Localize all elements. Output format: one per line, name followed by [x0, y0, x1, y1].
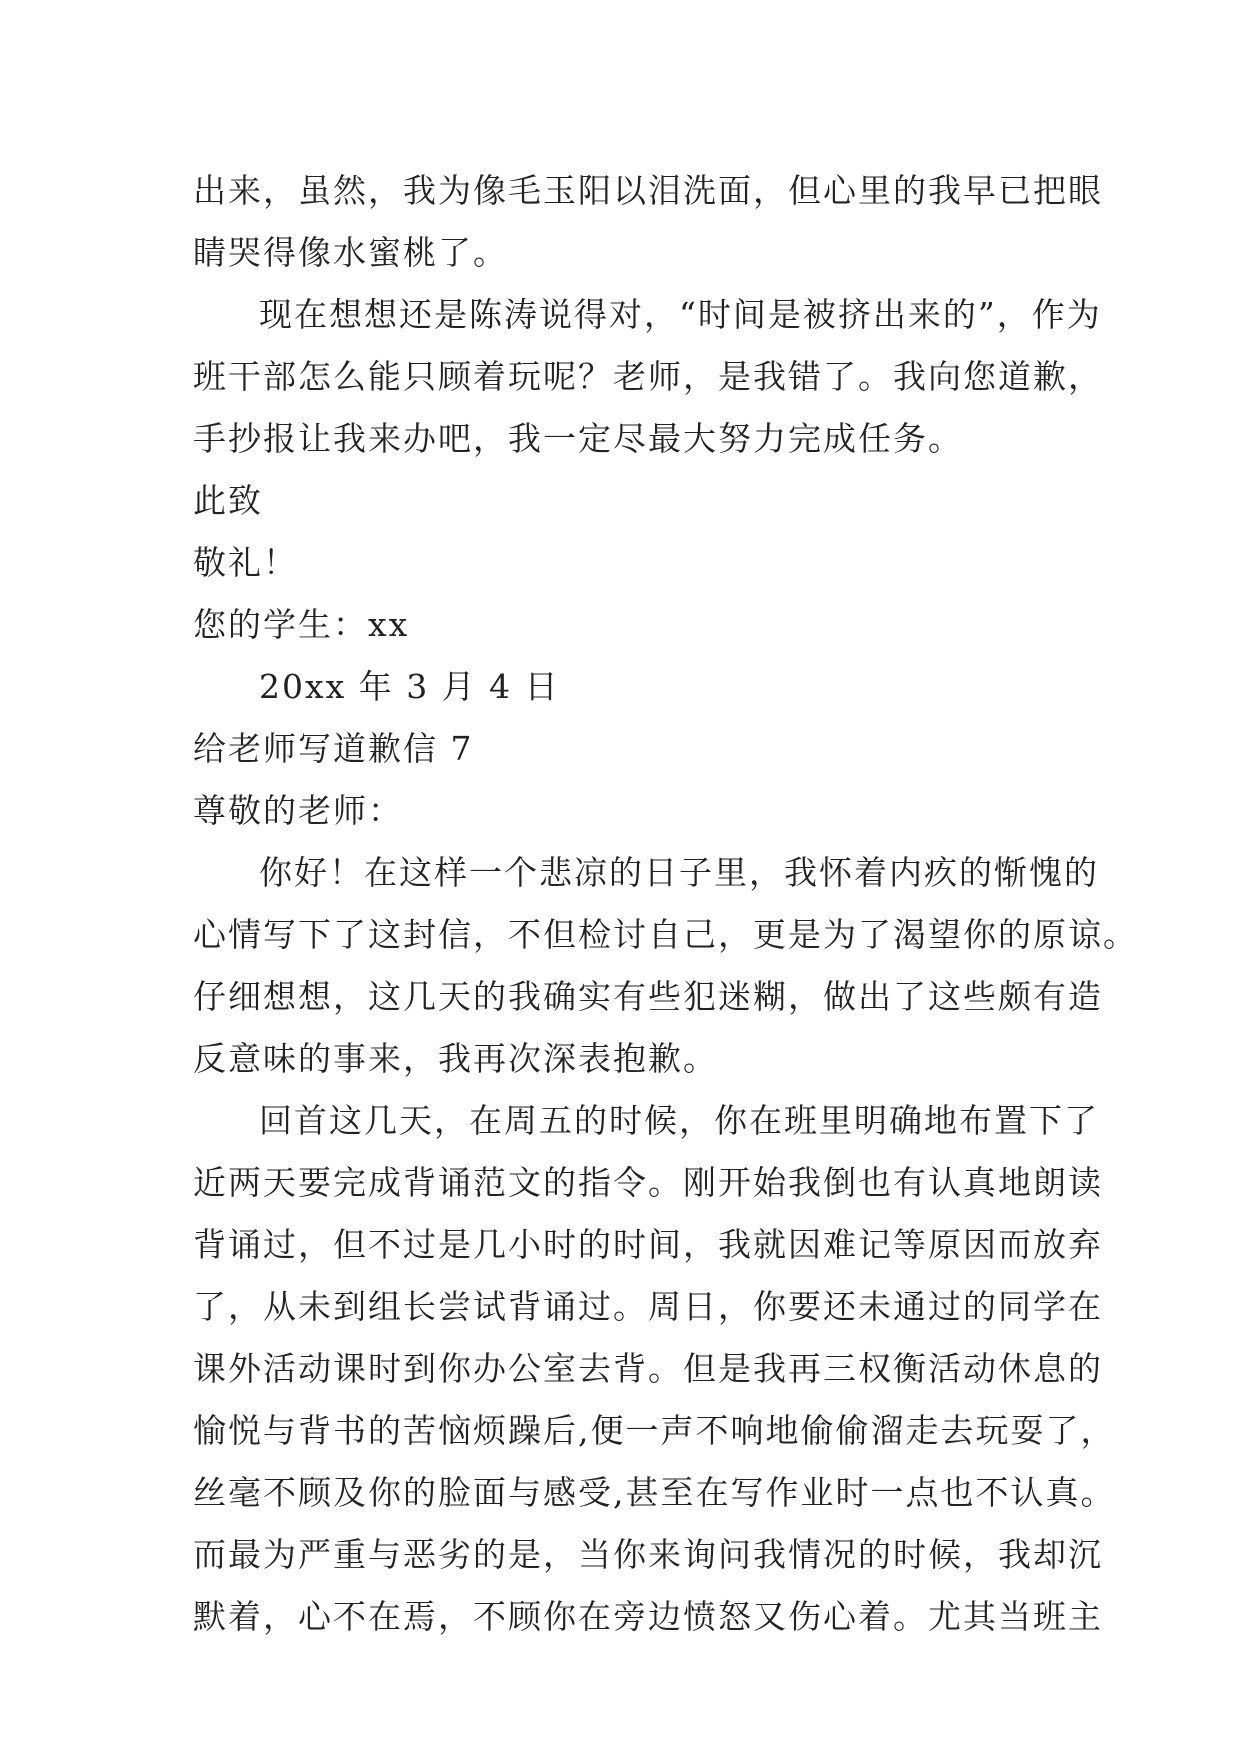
- text-line: 而最为严重与恶劣的是，当你来询问我情况的时候，我却沉: [193, 1535, 1103, 1574]
- closing-text: 此致: [193, 481, 263, 520]
- signature-text: 您的学生：xx: [193, 605, 410, 644]
- paragraph: [193, 842, 1138, 1090]
- text-line: 愉悦与背书的苦恼烦躁后,便一声不响地偷偷溜走去玩耍了，: [193, 1411, 1116, 1450]
- text-line: 心情写下了这封信，不但检讨自己，更是为了渴望你的原谅。: [193, 915, 1138, 954]
- text-line: 近两天要完成背诵范文的指令。刚开始我倒也有认真地朗读: [193, 1163, 1103, 1202]
- text-line: 手抄报让我来办吧，我一定尽最大努力完成任务。: [193, 419, 963, 458]
- text-line: 了，从未到组长尝试背诵过。周日，你要还未通过的同学在: [193, 1287, 1103, 1326]
- text-line: 反意味的事来，我再次深表抱歉。: [193, 1039, 718, 1078]
- text-line: 默着，心不在焉，不顾你在旁边愤怒又伤心着。尤其当班主: [193, 1597, 1103, 1636]
- text-line: 仔细想想，这几天的我确实有些犯迷糊，做出了这些颇有造: [193, 977, 1103, 1016]
- document-body: [193, 160, 1138, 1648]
- text-line: 出来，虽然，我为像毛玉阳以泪洗面，但心里的我早已把眼: [193, 171, 1103, 210]
- text-line: 回首这几天，在周五的时候，你在班里明确地布置下了: [259, 1101, 1099, 1140]
- paragraph: [193, 1090, 1116, 1648]
- section-title: 给老师写道歉信 7: [193, 729, 474, 768]
- paragraph: [193, 284, 1103, 470]
- date-text: 20xx 年 3 月 4 日: [259, 667, 560, 706]
- greeting-text: 尊敬的老师：: [193, 791, 403, 830]
- paragraph: [193, 160, 1103, 284]
- text-line: 背诵过，但不过是几小时的时间，我就因难记等原因而放弃: [193, 1225, 1103, 1264]
- text-line: 班干部怎么能只顾着玩呢？老师，是我错了。我向您道歉，: [193, 357, 1103, 396]
- text-line: 现在想想还是陈涛说得对，“时间是被挤出来的”，作为: [259, 295, 1102, 334]
- salute-text: 敬礼！: [193, 543, 298, 582]
- text-line: 你好！在这样一个悲凉的日子里，我怀着内疚的惭愧的: [259, 853, 1099, 892]
- text-line: 睛哭得像水蜜桃了。: [193, 233, 508, 272]
- text-line: 丝毫不顾及你的脸面与感受,甚至在写作业时一点也不认真。: [193, 1473, 1116, 1512]
- text-line: 课外活动课时到你办公室去背。但是我再三权衡活动休息的: [193, 1349, 1103, 1388]
